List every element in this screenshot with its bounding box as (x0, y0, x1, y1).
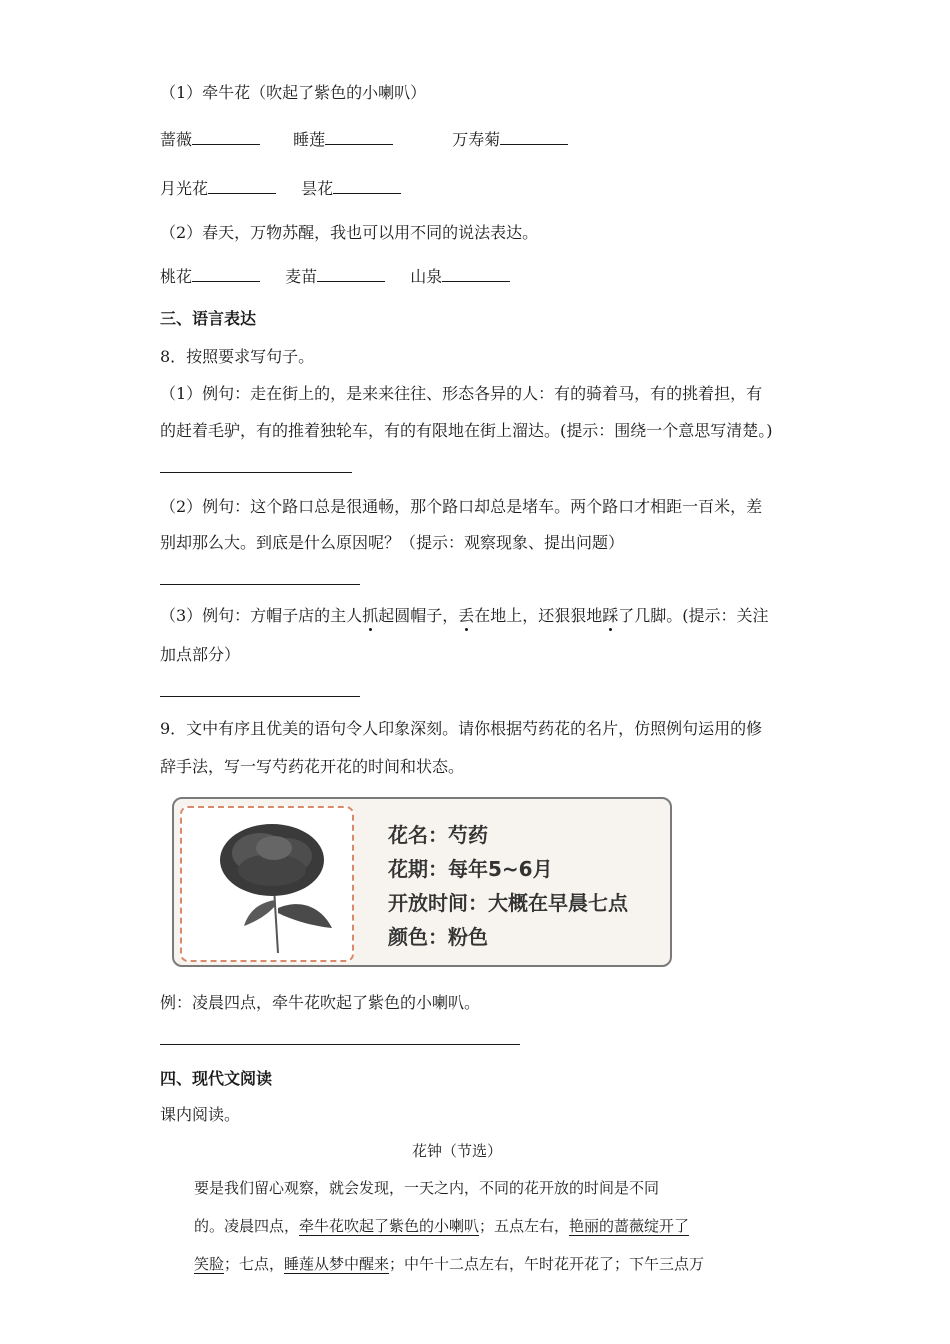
underlined-phrase: 艳丽的蔷薇绽开了 (569, 1217, 690, 1235)
q7-item: 月光花 (160, 179, 209, 198)
q8-s3-text: 起圆帽子， (378, 606, 459, 625)
answer-blank[interactable] (442, 267, 510, 282)
section4-sub: 课内阅读。 (160, 1105, 241, 1124)
passage-text: 的。凌晨四点， (194, 1217, 300, 1235)
answer-blank[interactable] (325, 130, 393, 145)
passage-text: ；七点， (224, 1255, 285, 1273)
peony-name-card (172, 797, 672, 967)
peony-flower-icon (182, 808, 348, 956)
card-flower-period: 花期：每年5~6月 (388, 857, 553, 881)
q8-s3-answer-line[interactable] (160, 696, 360, 697)
q7-item: 睡莲 (293, 130, 326, 149)
q8-s3-text: （3）例句：方帽子店的主人 (160, 606, 363, 625)
q9-line2: 辞手法，写一写芍药花开花的时间和状态。 (160, 757, 465, 776)
q7-item: 桃花 (160, 267, 193, 286)
q8-s3-text: 在地上，还狠狠地 (474, 606, 603, 625)
q8-s2-line2: 别却那么大。到底是什么原因呢？（提示：观察现象、提出问题） (160, 533, 625, 552)
answer-blank[interactable] (317, 267, 385, 282)
passage-title: 花钟（节选） (412, 1142, 503, 1160)
passage-line3 (194, 1253, 704, 1274)
passage-line2 (194, 1215, 689, 1236)
q8-s3-line2: 加点部分） (160, 645, 241, 664)
q8-s3-line1 (160, 603, 769, 626)
q9-answer-line[interactable] (160, 1044, 520, 1045)
q7-row3 (160, 264, 538, 287)
q7-row2 (160, 176, 429, 199)
q8-s1-line2: 的赶着毛驴，有的推着独轮车，有的有限地在街上溜达。(提示：围绕一个意思写清楚。) (160, 421, 773, 440)
underlined-phrase: 牵牛花吹起了紫色的小喇叭 (299, 1217, 480, 1235)
card-flower-name: 花名：芍药 (388, 823, 488, 847)
passage-text: ；五点左右， (479, 1217, 570, 1235)
q7-item: 麦苗 (285, 267, 318, 286)
card-bloom-time: 开放时间：大概在早晨七点 (388, 891, 628, 915)
answer-blank[interactable] (208, 179, 276, 194)
q9-example: 例：凌晨四点，牵牛花吹起了紫色的小喇叭。 (160, 993, 481, 1012)
q7-part1-title: （1）牵牛花（吹起了紫色的小喇叭） (160, 83, 427, 102)
q7-item: 蔷薇 (160, 130, 193, 149)
dotted-char: 抓 (362, 606, 379, 625)
underlined-phrase: 笑脸 (194, 1255, 225, 1273)
q8-s3-text: 了几脚。(提示：关注 (618, 606, 769, 625)
dotted-char: 踩 (602, 606, 619, 625)
answer-blank[interactable] (192, 267, 260, 282)
section3-heading: 三、语言表达 (160, 309, 257, 328)
answer-blank[interactable] (192, 130, 260, 145)
q8-s2-line1: （2）例句：这个路口总是很通畅，那个路口却总是堵车。两个路口才相距一百米，差 (160, 497, 763, 516)
card-flower-color: 颜色：粉色 (388, 925, 488, 949)
q8-s1-answer-line[interactable] (160, 472, 352, 473)
q8-s1-line1: （1）例句：走在街上的，是来来往往、形态各异的人：有的骑着马，有的挑着担，有 (160, 384, 763, 403)
underlined-phrase: 睡莲从梦中醒来 (284, 1255, 390, 1273)
q7-item: 山泉 (410, 267, 443, 286)
q7-item: 万寿菊 (452, 130, 501, 149)
passage-text: ；中午十二点左右，午时花开花了；下午三点万 (389, 1255, 705, 1273)
q9-line1: 9．文中有序且优美的语句令人印象深刻。请你根据芍药花的名片，仿照例句运用的修 (160, 719, 763, 738)
section4-heading: 四、现代文阅读 (160, 1069, 273, 1088)
q7-part2-title: （2）春天，万物苏醒，我也可以用不同的说法表达。 (160, 223, 539, 242)
q7-row1 (160, 127, 596, 150)
answer-blank[interactable] (333, 179, 401, 194)
q8-title: 8．按照要求写句子。 (160, 347, 315, 366)
answer-blank[interactable] (500, 130, 568, 145)
dotted-char: 丢 (458, 606, 475, 625)
passage-line1: 要是我们留心观察，就会发现，一天之内，不同的花开放的时间是不同 (194, 1179, 660, 1197)
flower-image-frame (180, 806, 354, 962)
q7-item: 昙花 (301, 179, 334, 198)
q8-s2-answer-line[interactable] (160, 584, 360, 585)
